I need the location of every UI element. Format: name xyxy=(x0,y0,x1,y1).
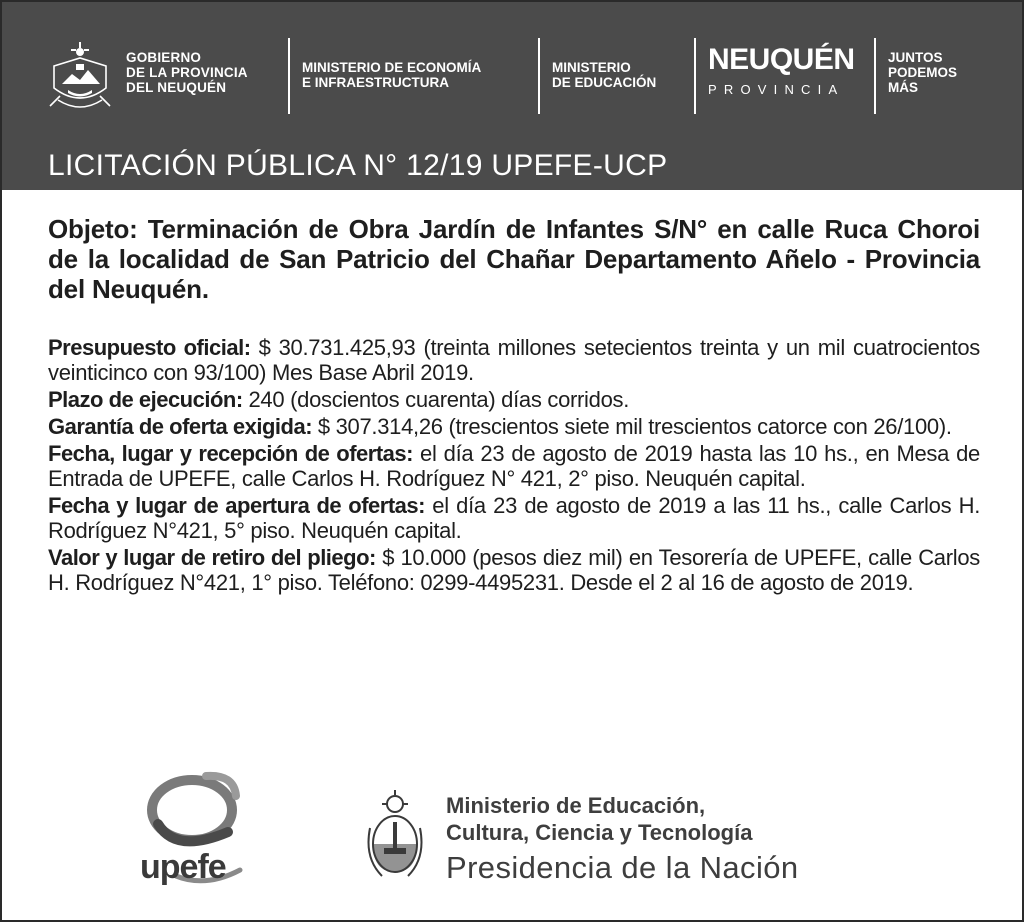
detail-label: Fecha, lugar y recepción de ofertas: xyxy=(48,441,413,466)
tender-details xyxy=(48,335,980,597)
detail-item xyxy=(48,493,980,543)
detail-label: Presupuesto oficial: xyxy=(48,335,251,360)
detail-text: el día 23 de agosto de 2019 a las 11 hs., calle Carlos H. Rodríguez N°421, 5° piso. Neuquén capital. xyxy=(48,493,981,543)
detail-text: el día 23 de agosto de 2019 hasta las 10 hs., en Mesa de Entrada de UPEFE, calle Carlos H. Rodríguez N° 421, 2° piso. Neuquén capital. xyxy=(48,441,980,491)
ministry-name-line: Cultura, Ciencia y Tecnología xyxy=(446,820,753,845)
tender-object: Objeto: Terminación de Obra Jardín de Infantes S/N° en calle Ruca Choroi de la localidad de San Patricio del Chañar Departamento Añelo - Provincia del Neuquén. xyxy=(48,214,980,304)
detail-label: Garantía de oferta exigida: xyxy=(48,414,313,439)
divider xyxy=(874,38,876,114)
divider xyxy=(538,38,540,114)
detail-item xyxy=(48,335,980,385)
ministry-name-line: Ministerio de Educación, xyxy=(446,793,706,818)
detail-text: $ 30.731.425,93 (treinta millones setecientos treinta y un mil cuatrocientos veinticinco con 93/100) Mes Base Abril 2019. xyxy=(48,335,980,385)
detail-label: Valor y lugar de retiro del pliego: xyxy=(48,545,376,570)
detail-item xyxy=(48,387,980,412)
detail-text: $ 307.314,26 (trescientos siete mil trescientos catorce con 26/100). xyxy=(312,414,952,439)
detail-label: Fecha y lugar de apertura de ofertas: xyxy=(48,493,425,518)
slogan: JUNTOS PODEMOS MÁS xyxy=(888,50,958,95)
ministry-education: MINISTERIO DE EDUCACIÓN xyxy=(552,60,657,90)
divider xyxy=(694,38,696,114)
header-banner xyxy=(2,2,1022,190)
detail-item xyxy=(48,414,980,439)
detail-label: Plazo de ejecución: xyxy=(48,387,243,412)
gov-text: GOBIERNO DE LA PROVINCIA DEL NEUQUÉN xyxy=(126,50,248,95)
ministry-economy: MINISTERIO DE ECONOMÍA E INFRAESTRUCTURA xyxy=(302,60,482,90)
neuquen-logo xyxy=(708,44,862,98)
neuquen-crest-icon xyxy=(46,40,114,112)
detail-text: $ 10.000 (pesos diez mil) en Tesorería de UPEFE, calle Carlos H. Rodríguez N°421, 1° piso. Teléfono: 0299-4495231. Desde el 2 al 16 de agosto de 2019. xyxy=(48,545,980,595)
neuquen-wordmark: NEUQUÉN xyxy=(708,43,855,76)
detail-text: 240 (doscientos cuarenta) días corridos. xyxy=(242,387,630,412)
logo-row xyxy=(2,36,1022,118)
argentina-escudo-icon xyxy=(362,788,428,884)
upefe-wordmark: upefe xyxy=(140,848,226,886)
tender-title: LICITACIÓN PÚBLICA N° 12/19 UPEFE-UCP xyxy=(48,149,668,182)
nacion-block xyxy=(446,792,799,888)
detail-item xyxy=(48,441,980,491)
divider xyxy=(288,38,290,114)
presidencia-title: Presidencia de la Nación xyxy=(446,850,799,885)
provincia-wordmark: PROVINCIA xyxy=(708,82,845,97)
detail-item xyxy=(48,545,980,595)
